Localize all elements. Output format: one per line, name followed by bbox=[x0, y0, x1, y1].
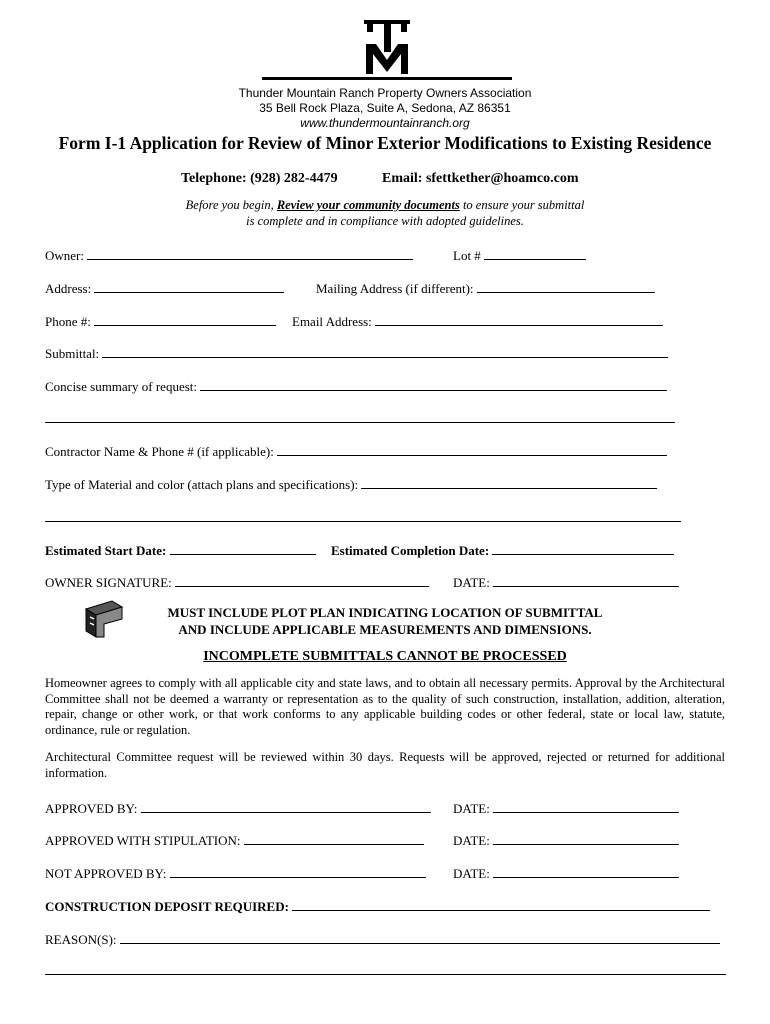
material-label: Type of Material and color (attach plans and specifications): bbox=[45, 477, 359, 492]
email-field[interactable] bbox=[375, 312, 663, 326]
contractor-row bbox=[45, 442, 667, 460]
deposit-field[interactable] bbox=[292, 897, 710, 911]
reasons-row bbox=[45, 930, 720, 948]
contractor-label: Contractor Name & Phone # (if applicable): bbox=[45, 444, 274, 459]
material-row bbox=[45, 475, 657, 493]
start-date-field[interactable] bbox=[170, 541, 316, 555]
plot-plan-notice-line2: AND INCLUDE APPLICABLE MEASUREMENTS AND DIMENSIONS. bbox=[178, 622, 592, 637]
material-extra-line[interactable] bbox=[45, 521, 681, 522]
stipulation-date-row bbox=[453, 831, 679, 849]
start-date-label: Estimated Start Date: bbox=[45, 543, 167, 558]
phone-label: Phone #: bbox=[45, 314, 91, 329]
owner-signature-label: OWNER SIGNATURE: bbox=[45, 575, 172, 590]
plot-plan-notice-line1: MUST INCLUDE PLOT PLAN INDICATING LOCATION OF SUBMITTAL bbox=[167, 605, 603, 620]
submittal-label: Submittal: bbox=[45, 346, 100, 361]
email[interactable]: Email: sfettkether@hoamco.com bbox=[382, 171, 579, 186]
instruction-note-line2: is complete and in compliance with adopted guidelines. bbox=[246, 214, 524, 228]
owner-date-field[interactable] bbox=[493, 573, 679, 587]
not-approved-date-row bbox=[453, 864, 679, 882]
material-field[interactable] bbox=[361, 475, 657, 489]
instruction-note bbox=[0, 197, 770, 213]
phone-field[interactable] bbox=[94, 312, 276, 326]
not-approved-row bbox=[45, 864, 426, 882]
address-label: Address: bbox=[45, 281, 92, 296]
deposit-row bbox=[45, 897, 710, 915]
completion-date-label: Estimated Completion Date: bbox=[331, 543, 490, 558]
mailing-row bbox=[316, 279, 655, 297]
org-address: 35 Bell Rock Plaza, Suite A, Sedona, AZ 86351 bbox=[259, 101, 511, 115]
review-documents-link[interactable]: Review your community documents bbox=[276, 198, 460, 212]
phone-row bbox=[45, 312, 276, 330]
reasons-extra-line[interactable] bbox=[45, 974, 726, 975]
email-label: Email Address: bbox=[292, 314, 372, 329]
approved-by-field[interactable] bbox=[141, 799, 431, 813]
note-prefix: Before you begin, bbox=[185, 198, 277, 212]
approved-by-label: APPROVED BY: bbox=[45, 801, 138, 816]
stipulation-date-field[interactable] bbox=[493, 831, 679, 845]
pointing-hand-icon bbox=[82, 599, 126, 639]
summary-field[interactable] bbox=[200, 377, 667, 391]
owner-date-row bbox=[453, 573, 679, 591]
review-paragraph: Architectural Committee request will be reviewed within 30 days. Requests will be approved, rejected or returned for additional information. bbox=[45, 750, 725, 780]
owner-date-label: DATE: bbox=[453, 575, 490, 590]
agreement-paragraph: Homeowner agrees to comply with all applicable city and state laws, and to obtain all necessary permits. Approval by the Architectural Committee shall not be deemed a warranty or representation as to the quality of such construction, installation, addition, alteration, repair, change or other work, or that work conforms to any applicable building codes or other federal, state or local law, statute, ordinance, rule or regulation. bbox=[45, 676, 725, 737]
approved-date-field[interactable] bbox=[493, 799, 679, 813]
org-website[interactable]: www.thundermountainranch.org bbox=[300, 116, 470, 130]
lot-field[interactable] bbox=[484, 246, 586, 260]
not-approved-field[interactable] bbox=[170, 864, 426, 878]
owner-signature-row bbox=[45, 573, 429, 591]
deposit-label: CONSTRUCTION DEPOSIT REQUIRED: bbox=[45, 899, 289, 914]
mailing-label: Mailing Address (if different): bbox=[316, 281, 474, 296]
tm-monogram-logo bbox=[262, 18, 512, 82]
form-title: Form I-1 Application for Review of Minor Exterior Modifications to Existing Residence bbox=[58, 133, 712, 153]
owner-row bbox=[45, 246, 413, 264]
owner-field[interactable] bbox=[87, 246, 413, 260]
telephone: Telephone: (928) 282-4479 bbox=[181, 171, 338, 186]
incomplete-notice: INCOMPLETE SUBMITTALS CANNOT BE PROCESSED bbox=[203, 649, 567, 664]
owner-label: Owner: bbox=[45, 248, 84, 263]
approved-date-label: DATE: bbox=[453, 801, 490, 816]
summary-extra-line[interactable] bbox=[45, 422, 675, 423]
submittal-field[interactable] bbox=[102, 344, 668, 358]
summary-label: Concise summary of request: bbox=[45, 379, 197, 394]
owner-signature-field[interactable] bbox=[175, 573, 429, 587]
approved-date-row bbox=[453, 799, 679, 817]
approved-stipulation-label: APPROVED WITH STIPULATION: bbox=[45, 833, 241, 848]
stipulation-date-label: DATE: bbox=[453, 833, 490, 848]
lot-row bbox=[453, 246, 586, 264]
completion-date-field[interactable] bbox=[492, 541, 674, 555]
note-suffix: to ensure your submittal bbox=[459, 198, 585, 212]
lot-label: Lot # bbox=[453, 248, 481, 263]
summary-row bbox=[45, 377, 667, 395]
approved-stipulation-row bbox=[45, 831, 424, 849]
not-approved-label: NOT APPROVED BY: bbox=[45, 866, 167, 881]
not-approved-date-field[interactable] bbox=[493, 864, 679, 878]
contractor-field[interactable] bbox=[277, 442, 667, 456]
address-field[interactable] bbox=[94, 279, 284, 293]
reasons-field[interactable] bbox=[120, 930, 720, 944]
approved-by-row bbox=[45, 799, 431, 817]
address-row bbox=[45, 279, 284, 297]
approved-stipulation-field[interactable] bbox=[244, 831, 424, 845]
org-name: Thunder Mountain Ranch Property Owners Association bbox=[238, 86, 532, 100]
reasons-label: REASON(S): bbox=[45, 932, 117, 947]
submittal-row bbox=[45, 344, 668, 362]
start-date-row bbox=[45, 541, 316, 559]
not-approved-date-label: DATE: bbox=[453, 866, 490, 881]
mailing-field[interactable] bbox=[477, 279, 655, 293]
completion-date-row bbox=[331, 541, 674, 559]
email-row bbox=[292, 312, 663, 330]
